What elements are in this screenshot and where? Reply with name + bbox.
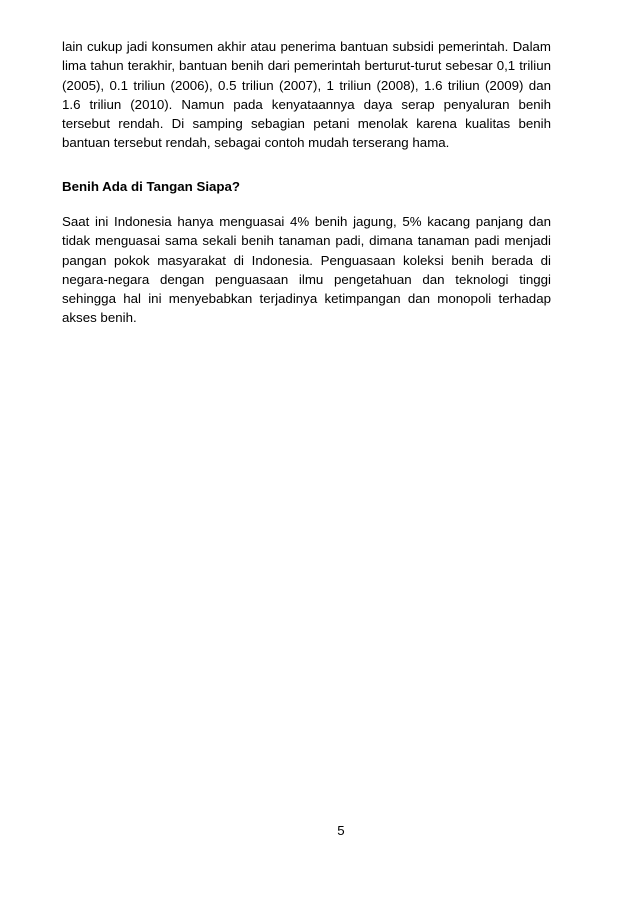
body-paragraph-seed-ownership: Saat ini Indonesia hanya menguasai 4% benih jagung, 5% kacang panjang dan tidak menguasai sama sekali benih tanaman padi, dimana tanaman padi menjadi pangan pokok masyarakat di Indonesia. Penguasaan koleksi benih berada di negara-negara dengan penguasaan ilmu pengetahuan dan teknologi tinggi sehingga hal ini menyebabkan terjadinya ketimpangan dan monopoli terhadap akses benih. — [62, 214, 551, 326]
section-heading: Benih Ada di Tangan Siapa? — [62, 179, 241, 194]
page-number: 5 — [337, 823, 345, 838]
body-paragraph-subsidy: lain cukup jadi konsumen akhir atau penerima bantuan subsidi pemerintah. Dalam lima tahun terakhir, bantuan benih dari pemerintah berturut-turut sebesar 0,1 triliun (2005), 0.1 triliun (2006), 0.5 triliun (2007), 1 triliun (2008), 1.6 triliun (2009) dan 1.6 triliun (2010). Namun pada kenyataannya daya serap penyaluran benih tersebut rendah. Di samping sebagian petani menolak karena kualitas benih bantuan tersebut rendah, sebagai contoh mudah terserang hama. — [62, 39, 551, 151]
